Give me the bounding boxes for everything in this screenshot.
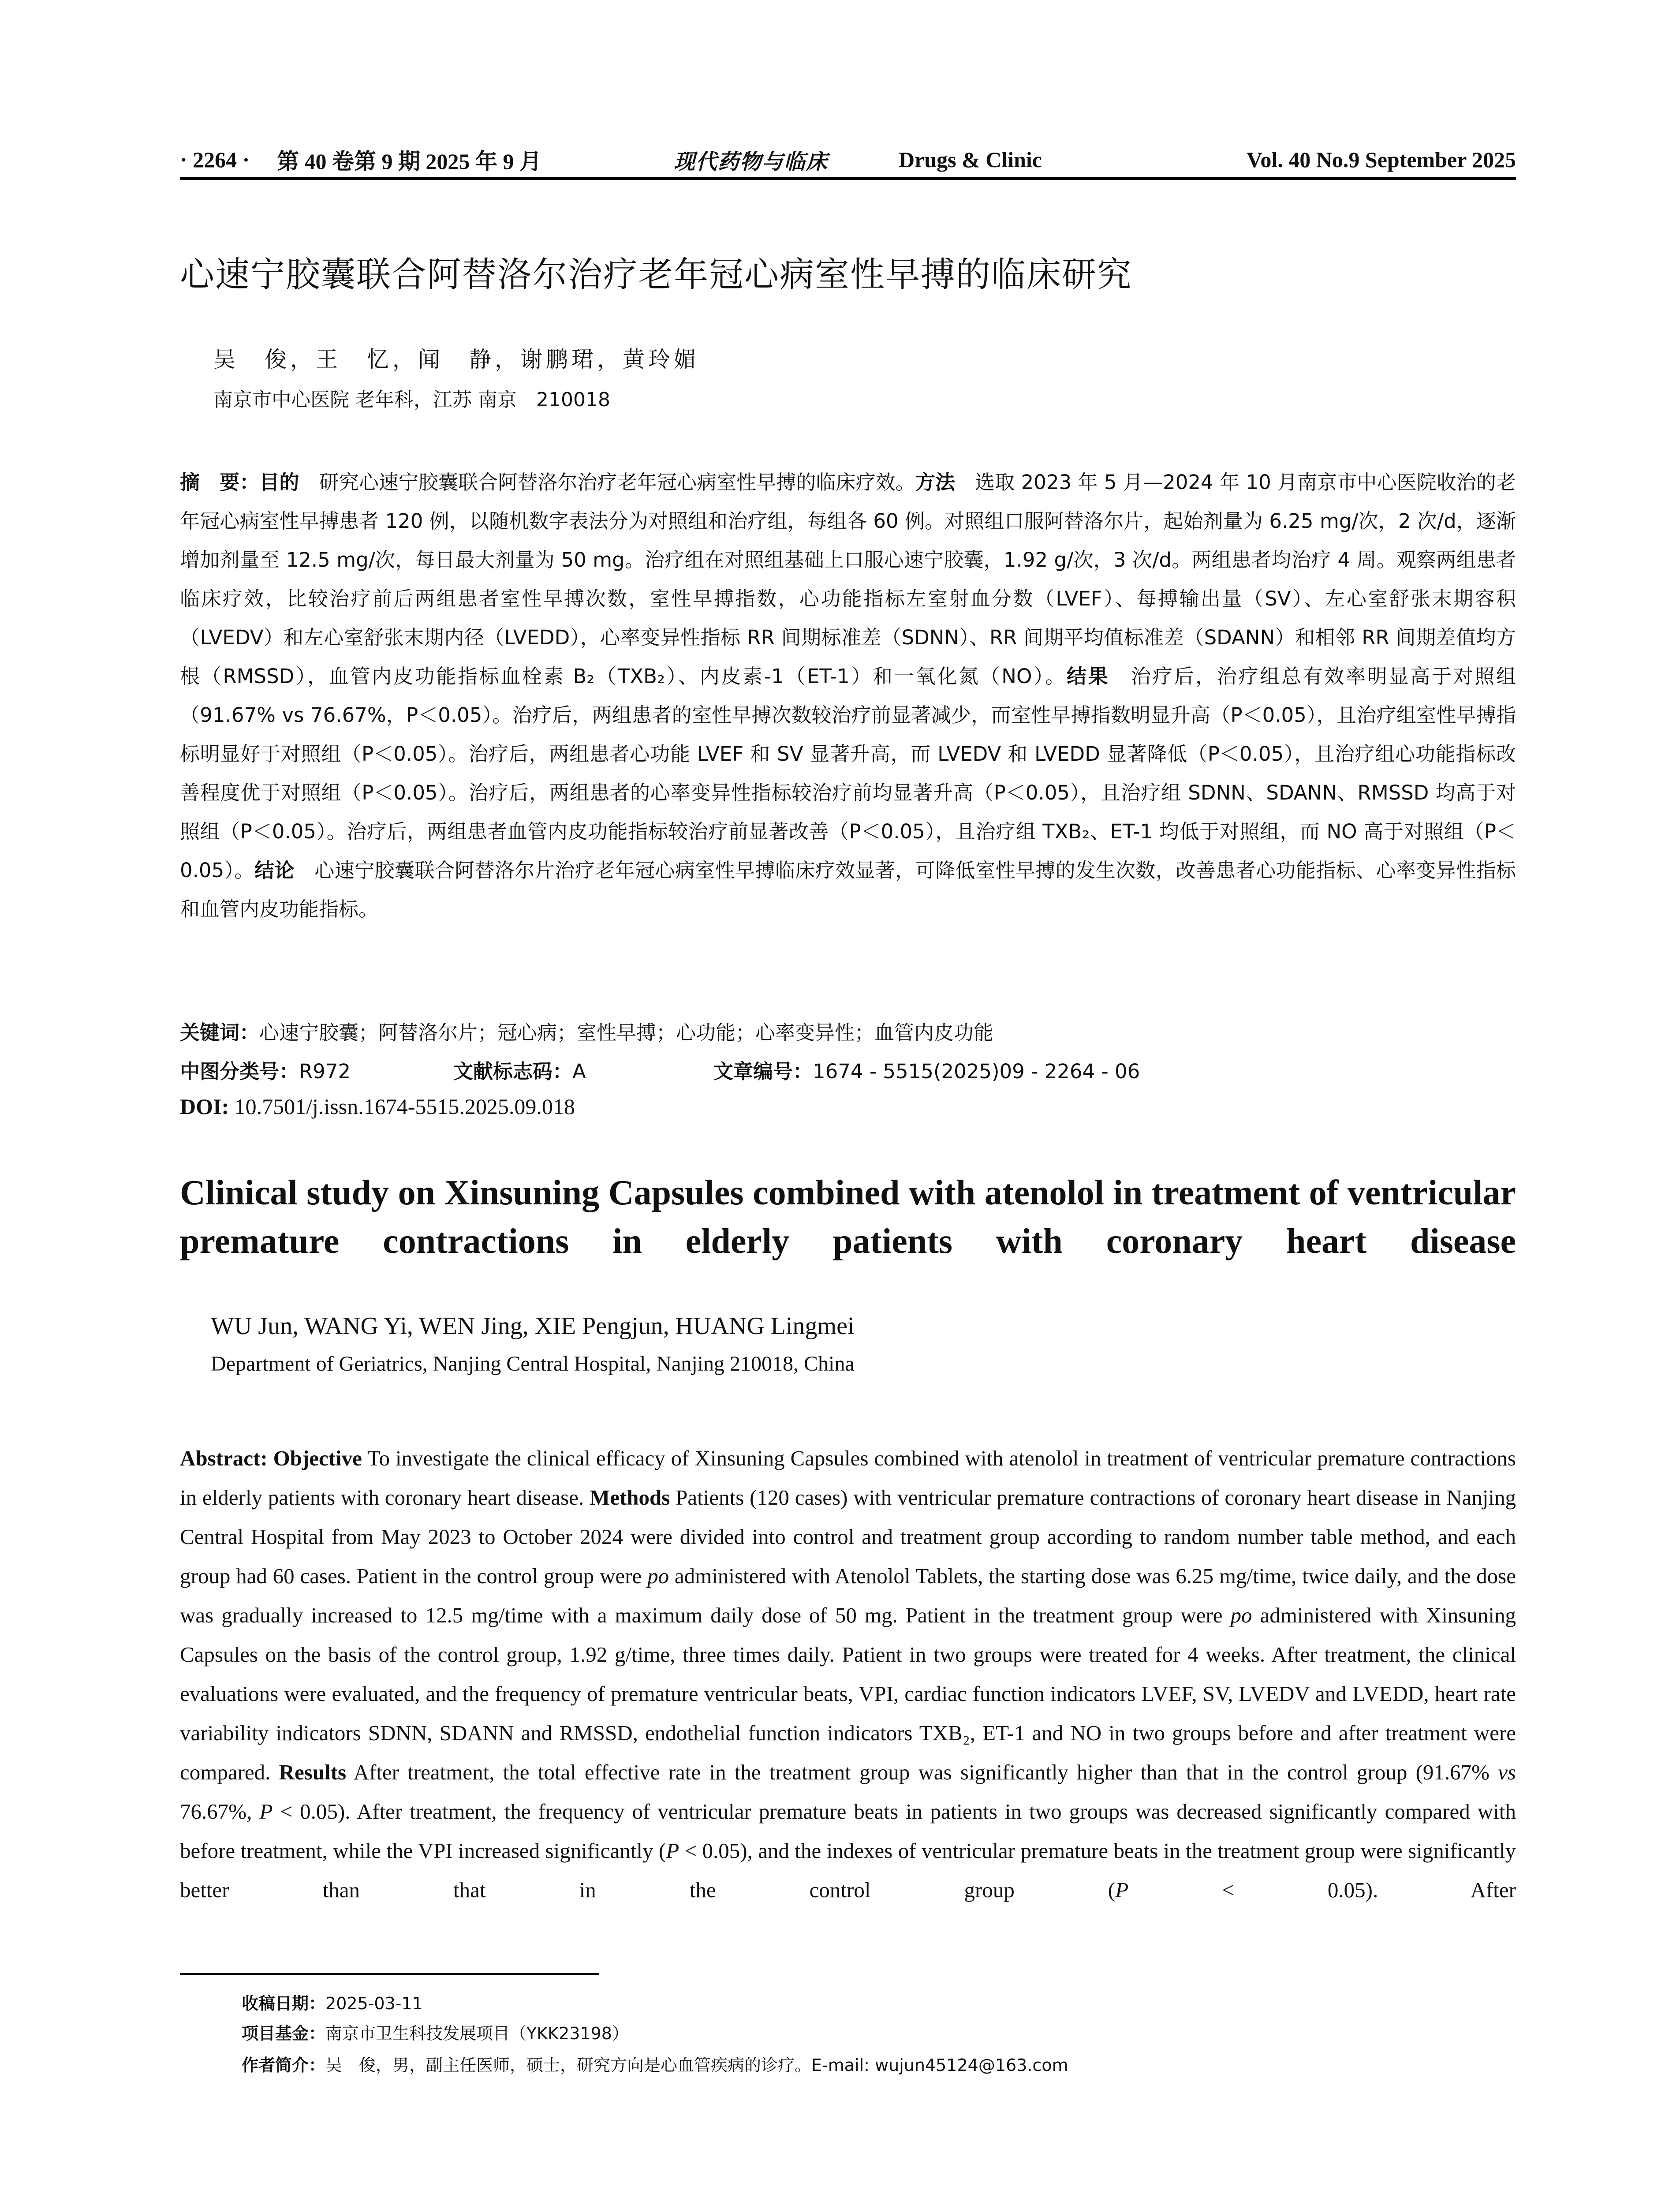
keywords-label: 关键词： [180, 1021, 260, 1044]
keywords-text: 心速宁胶囊；阿替洛尔片；冠心病；室性早搏；心功能；心率变异性；血管内皮功能 [259, 1021, 994, 1044]
methods-text-en: Patients (120 cases) with ventricular premature contractions of coronary heart disease in Nanjing Central Hospital from May 2023 to October 2024 were divided into control and treatment group according to random number table method, and each group had 60 cases. Patient in the control group were [180, 1485, 1516, 1588]
methods-text-en: administered with Atenolol Tablets, the starting dose was 6.25 mg/time, twice daily, and the dose was gradually increased to 12.5 mg/time with a maximum daily dose of 50 mg. Patient in the treatment group were [180, 1564, 1516, 1627]
doi-link[interactable]: 10.7501/j.issn.1674-5515.2025.09.018 [229, 1094, 575, 1119]
abstract-en [180, 1439, 1516, 1910]
clc-label: 中图分类号： [180, 1060, 299, 1083]
abstract-label-cn: 摘 要： [180, 471, 260, 494]
volume-issue-cn: 第 40 卷第 9 期 2025 年 9 月 [277, 149, 541, 174]
abstract-label-en: Abstract: [180, 1446, 273, 1470]
results-text-cn: 治疗后，治疗组总有效率明显高于对照组（91.67% vs 76.67%，P＜0.05）。治疗后，两组患者的室性早搏次数较治疗前显著减少，而室性早搏指数明显升高（P＜0.05），且治疗组室性早搏指标明显好于对照组（P＜0.05）。治疗后，两组患者心功能 LVEF 和 SV 显著升高，而 LVEDV 和 LVEDD 显著降低（P＜0.05），且治疗组心功能指标改善程度优于对照组（P＜0.05）。治疗后，两组患者的心率变异性指标较治疗前均显著升高（P＜0.05），且治疗组 SDNN、SDANN、RMSSD 均高于对照组（P＜0.05）。治疗后，两组患者血管内皮功能指标较治疗前显著改善（P＜0.05），且治疗组 TXB₂、ET-1 均低于对照组，而 NO 高于对照组（P＜0.05）。 [180, 665, 1516, 882]
page-number: · 2264 · [180, 147, 250, 172]
conclusion-text-cn: 心速宁胶囊联合阿替洛尔片治疗老年冠心病室性早搏临床疗效显著，可降低室性早搏的发生次数，改善患者心功能指标、心率变异性指标和血管内皮功能指标。 [180, 859, 1516, 921]
received-date: 2025-03-11 [325, 1994, 423, 2013]
p-italic: P [1115, 1878, 1129, 1902]
results-label-cn: 结果 [1066, 665, 1110, 688]
footnote-received [242, 1990, 423, 2014]
po-italic: po [1230, 1603, 1252, 1627]
affiliation-cn: 南京市中心医院 老年科，江苏 南京 210018 [213, 389, 610, 411]
doi-line [180, 1094, 575, 1119]
received-label: 收稿日期： [242, 1994, 326, 2013]
methods-text-cn: 选取 2023 年 5 月—2024 年 10 月南京市中心医院收治的老年冠心病室性早搏患者 120 例，以随机数字表法分为对照组和治疗组，每组各 60 例。对照组口服阿替洛尔片，起始剂量为 6.25 mg/次，2 次/d，逐渐增加剂量至 12.5 mg/次，每日最大剂量为 50 mg。治疗组在对照组基础上口服心速宁胶囊，1.92 g/次，3 次/d。两组患者均治疗 4 周。观察两组患者临床疗效，比较治疗前后两组患者室性早搏次数，室性早搏指数，心功能指标左室射血分数（LVEF）、每搏输出量（SV）、左心室舒张末期容积（LVEDV）和左心室舒张末期内径（LVEDD），心率变异性指标 RR 间期标准差（SDNN）、RR 间期平均值标准差（SDANN）和相邻 RR 间期差值均方根（RMSSD），血管内皮功能指标血栓素 B₂（TXB₂）、内皮素-1（ET-1）和一氧化氮（NO）。 [180, 471, 1516, 688]
objective-text-en: To investigate the clinical efficacy of Xinsuning Capsules combined with atenolol in treatment of ventricular premature contractions in elderly patients with coronary heart disease. [180, 1446, 1516, 1510]
footnote-fund [242, 2020, 629, 2044]
results-text-en: 76.67%, [180, 1799, 260, 1824]
bio-text: 吴 俊，男，副主任医师，硕士，研究方向是心血管疾病的诊疗。E-mail: wujun45124@163.com [325, 2056, 1068, 2075]
conclusion-label-cn: 结论 [254, 859, 295, 882]
clc-value: R972 [299, 1060, 351, 1083]
p-italic: P [259, 1799, 273, 1824]
doc-code-label: 文献标志码： [453, 1060, 573, 1083]
header-rule [180, 177, 1516, 180]
objective-text-cn: 研究心速宁胶囊联合阿替洛尔治疗老年冠心病室性早搏的临床疗效。 [299, 471, 915, 494]
running-header [180, 142, 1516, 177]
footnote-rule [180, 1973, 599, 1975]
doi-label: DOI: [180, 1094, 229, 1119]
vs-italic: vs [1498, 1760, 1516, 1784]
fund-text: 南京市卫生科技发展项目（YKK23198） [325, 2024, 629, 2043]
results-label-en: Results [279, 1760, 347, 1784]
journal-name-cn: 现代药物与临床 [674, 149, 829, 174]
footnote-bio [242, 2052, 1068, 2076]
po-italic: po [647, 1564, 669, 1588]
article-title-cn: 心速宁胶囊联合阿替洛尔治疗老年冠心病室性早搏的临床研究 [180, 255, 1133, 295]
results-text-en: < 0.05), and the indexes of ventricular premature beats in the treatment group were significantly better than that in the control group ( [180, 1839, 1516, 1902]
methods-text-en: administered with Xinsuning Capsules on the basis of the control group, 1.92 g/time, three times daily. Patient in two groups were treated for 4 weeks. After treatment, the clinical evaluations were evaluated, and the frequency of premature ventricular beats, VPI, cardiac function indicators LVEF, SV, LVEDV and LVEDD, heart rate variability indicators SDNN, SDANN and RMSSD, endothelial function indicators TXB₂, ET-1 and NO in two groups before and after treatment were compared. [180, 1603, 1516, 1784]
results-text-en: < 0.05). After [1128, 1878, 1516, 1902]
abstract-cn [180, 463, 1516, 929]
authors-en: WU Jun, WANG Yi, WEN Jing, XIE Pengjun, HUANG Lingmei [211, 1312, 855, 1340]
affiliation-en: Department of Geriatrics, Nanjing Central Hospital, Nanjing 210018, China [211, 1352, 855, 1375]
journal-name-en: Drugs & Clinic [899, 147, 1042, 172]
doc-code-value: A [572, 1060, 586, 1083]
authors-cn: 吴 俊，王 忆，闻 静，谢鹏珺，黄玲媚 [213, 347, 699, 372]
results-text-en: < 0.05). After treatment, the frequency of ventricular premature beats in patients in two groups was decreased significantly compared with before treatment, while the VPI increased significantly ( [180, 1799, 1516, 1863]
keywords-cn [180, 1017, 993, 1045]
methods-label-cn: 方法 [915, 471, 956, 494]
article-no-value: 1674 - 5515(2025)09 - 2264 - 06 [813, 1060, 1140, 1083]
volume-issue-en: Vol. 40 No.9 September 2025 [1246, 147, 1516, 172]
objective-label-cn: 目的 [259, 471, 299, 494]
objective-label-en: Objective [273, 1446, 362, 1470]
article-no-label: 文章编号： [713, 1060, 813, 1083]
article-title-en: Clinical study on Xinsuning Capsules combined with atenolol in treatment of ventricular premature contractions in elderly patients with coronary heart disease [180, 1174, 1516, 1261]
fund-label: 项目基金： [242, 2024, 326, 2043]
results-text-en: After treatment, the total effective rate in the treatment group was significantly higher than that in the control group (91.67% [346, 1760, 1498, 1784]
classification-line [180, 1055, 1140, 1084]
p-italic: P [666, 1839, 679, 1863]
methods-label-en: Methods [589, 1485, 670, 1510]
bio-label: 作者简介： [242, 2056, 326, 2075]
